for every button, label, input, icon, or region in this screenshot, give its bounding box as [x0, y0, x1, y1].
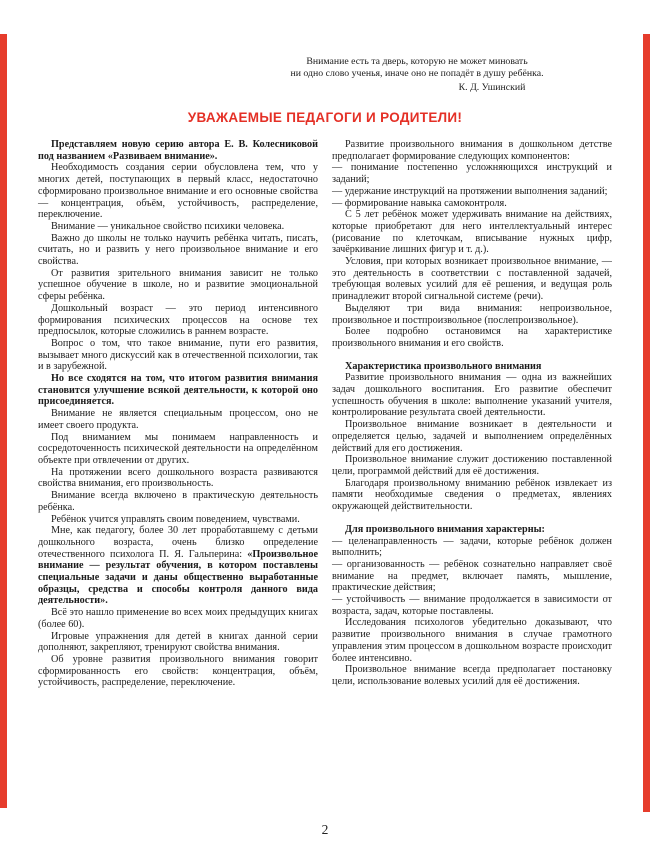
- body-text: Развитие произвольного внимания в дошкольном детстве предполагает формирование следующих компонентов:: [332, 139, 612, 162]
- body-text: Произвольное внимание служит достижению поставленной цели, программой действий для её достижения.: [332, 454, 612, 477]
- paragraph: [38, 607, 318, 630]
- paragraph: [38, 338, 318, 373]
- body-text: Произвольное внимание возникает в деятельности и определяется целью, задачей и выполнением определённых действий для его достижения.: [332, 419, 612, 454]
- body-text: — удержание инструкций на протяжении выполнения заданий;: [332, 185, 608, 197]
- epigraph: [222, 56, 612, 94]
- paragraph: [332, 594, 612, 617]
- body-text: Важно до школы не только научить ребёнка читать, писать, считать, но и развить у него произвольное внимание и его свойства.: [38, 232, 318, 268]
- page-content: [38, 56, 612, 816]
- body-text: На протяжении всего дошкольного возраста развиваются свойства внимания, его произвольность.: [38, 466, 318, 490]
- body-text: Внимание всегда включено в практическую деятельность ребёнка.: [38, 490, 318, 513]
- paragraph: [332, 454, 612, 477]
- bold-text: «Произвольное внимание — результат обучения, в котором поставлены специальные задачи и даны общественно выработанные образцы, средства и способы контроля данного вида деятельности».: [38, 548, 318, 607]
- page-title: УВАЖАЕМЫЕ ПЕДАГОГИ И РОДИТЕЛИ!: [187, 110, 463, 125]
- body-text: От развития зрительного внимания зависит не только успешное обучение в школе, но и развитие эмоциональной сферы ребёнка.: [38, 267, 318, 303]
- paragraph: [332, 303, 612, 326]
- epigraph-line: ни одно слово ученья, иначе оно не попадёт в душу ребёнка.: [290, 68, 544, 79]
- epigraph-author: К. Д. Ушинский: [458, 82, 526, 93]
- paragraph: [38, 139, 318, 162]
- body-text: — формирование навыка самоконтроля.: [332, 197, 507, 209]
- paragraph: [38, 373, 318, 408]
- paragraph: [38, 525, 318, 607]
- page-number: 2: [321, 822, 329, 837]
- paragraph: [332, 326, 612, 349]
- paragraph: [332, 664, 612, 687]
- paragraph: [332, 524, 612, 536]
- body-text: Об уровне развития произвольного внимания говорит сформированность его свойств: концентрация, объём, устойчивость, распределение, переключение.: [38, 653, 318, 689]
- body-text: Условия, при которых возникает произвольное внимание, — это деятельность в соответствии с поставленной задачей, требующая волевых усилий для её решения, и ведущая роль принадлежит второй сигнальной системе (речи).: [332, 256, 612, 303]
- body-text: С 5 лет ребёнок может удерживать внимание на действиях, которые приобретают для него интеллектуальный интерес (рисование по клеточкам, вписывание нужных цифр, зачёркивание лишних фигур и т. д.).: [332, 209, 612, 256]
- body-text: Дошкольный возраст — это период интенсивного формирования психических процессов на основе тех предпосылок, которые сложились в раннем возрасте.: [38, 302, 318, 338]
- bold-text: Но все сходятся на том, что итогом развития внимания становится улучшение всякой деятельности, к которой оно присоединяется.: [38, 373, 318, 408]
- body-text: Ребёнок учится управлять своим поведением, чувствами.: [51, 513, 300, 525]
- body-text: Исследования психологов убедительно доказывают, что развитие произвольного внимания в случае грамотного управления этим процессом в дошкольном возрасте происходит более интенсивно.: [332, 617, 612, 664]
- body-text: Благодаря произвольному вниманию ребёнок извлекает из памяти необходимые сведения о предметах, явлениях окружающей действительности.: [332, 477, 612, 513]
- paragraph: [38, 221, 318, 233]
- paragraph: [332, 162, 612, 185]
- epigraph-line: Внимание есть та дверь, которую не может миновать: [306, 56, 528, 67]
- paragraph: [38, 514, 318, 526]
- body-text: Игровые упражнения для детей в книгах данной серии дополняют, закрепляют, тренируют свойства внимания.: [38, 630, 318, 654]
- paragraph: [38, 654, 318, 689]
- bold-text: Для произвольного внимания характерны:: [345, 523, 545, 535]
- paragraph: [332, 361, 612, 373]
- left-column: [38, 139, 318, 689]
- paragraph: [332, 617, 612, 664]
- body-text: — организованность — ребёнок сознательно направляет своё внимание на предмет, включает память, мышление, практические действия;: [332, 558, 612, 594]
- body-text: Выделяют три вида внимания: непроизвольное, произвольное и постпроизвольное (послепроизвольное).: [332, 302, 612, 326]
- body-text: — понимание постепенно усложняющихся инструкций и заданий;: [332, 162, 612, 186]
- paragraph: [38, 162, 318, 221]
- paragraph: [332, 139, 612, 162]
- body-text: — целенаправленность — задачи, которые ребёнок должен выполнить;: [332, 535, 612, 559]
- paragraph: [332, 186, 612, 198]
- paragraph: [332, 419, 612, 454]
- body-text: Более подробно остановимся на характеристике произвольного внимания и его свойств.: [332, 326, 612, 349]
- text-columns: [38, 139, 612, 689]
- paragraph: [38, 467, 318, 490]
- body-text: Развитие произвольного внимания — одна из важнейших задач дошкольного воспитания. Его развитие обеспечит успешность обучения в школе: выполнение указаний учителя, контролирование результата своей деятельности.: [332, 372, 612, 419]
- right-column: [332, 139, 612, 689]
- paragraph: [332, 559, 612, 594]
- body-text: Всё это нашло применение во всех моих предыдущих книгах (более 60).: [38, 607, 318, 630]
- paragraph: [332, 478, 612, 513]
- paragraph: [332, 536, 612, 559]
- paragraph: [332, 198, 612, 210]
- body-text: Под вниманием мы понимаем направленность и сосредоточенность психической деятельности на определённом объекте при отвлечении от других.: [38, 431, 318, 466]
- body-text: Вопрос о том, что такое внимание, пути его развития, вызывает много дискуссий как в отечественной психологии, так и в зарубежной.: [38, 337, 318, 373]
- paragraph: [332, 256, 612, 303]
- bold-text: Представляем новую серию автора Е. В. Колесниковой под названием «Развиваем внимание».: [38, 139, 318, 162]
- paragraph: [38, 408, 318, 431]
- body-text: Внимание — уникальное свойство психики человека.: [51, 220, 285, 232]
- paragraph: [332, 209, 612, 256]
- body-text: Мне, как педагогу, более 30 лет проработавшему с детьми дошкольного возраста, очень близко определение отечественного психолога П. Я. Гальперина:: [38, 525, 318, 560]
- page-edge-left: [0, 34, 7, 808]
- paragraph: [38, 268, 318, 303]
- paragraph: [38, 303, 318, 338]
- paragraph: [38, 233, 318, 268]
- body-text: Внимание не является специальным процессом, оно не имеет своего продукта.: [38, 408, 318, 431]
- paragraph: [38, 432, 318, 467]
- body-text: Необходимость создания серии обусловлена тем, что у многих детей, поступающих в первый класс, недостаточно сформировано произвольное внимание и его основные свойства — концентрация, объём, устойчивость, распределение, переключение.: [38, 162, 318, 221]
- body-text: Произвольное внимание всегда предполагает постановку цели, использование волевых усилий для её достижения.: [332, 664, 612, 687]
- bold-text: Характеристика произвольного внимания: [345, 360, 542, 372]
- body-text: — устойчивость — внимание продолжается в зависимости от возраста, задач, которые поставлены.: [332, 594, 612, 617]
- paragraph: [38, 490, 318, 513]
- page-edge-right: [643, 34, 650, 812]
- paragraph: [332, 372, 612, 419]
- paragraph: [38, 631, 318, 654]
